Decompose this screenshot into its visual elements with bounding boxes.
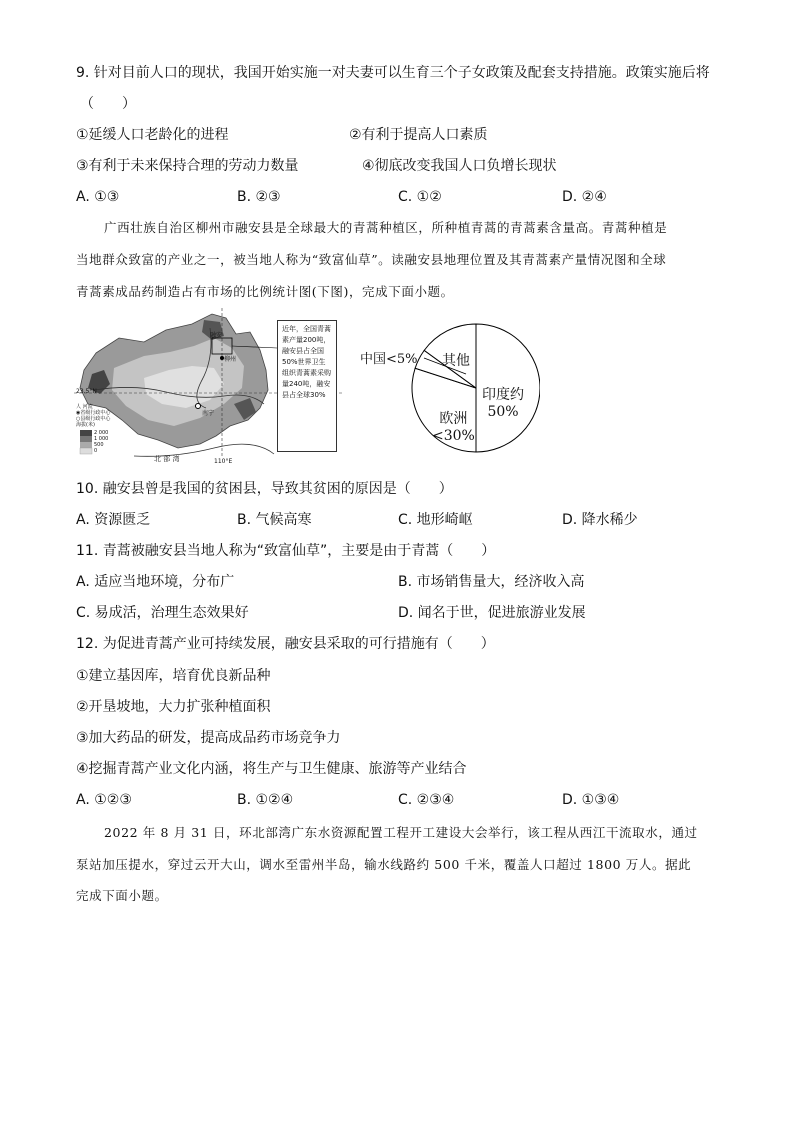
q9-option-d[interactable]: D. ②④ [562,189,607,205]
elev-1000: 1 000 [94,436,109,442]
q9-statement-4: ④彻底改变我国人口负增长现状 [362,158,557,174]
lat-label: 23.5°N [76,388,97,395]
q10-option-d[interactable]: D. 降水稀少 [562,512,638,528]
elevation-scale [94,430,108,454]
q11-option-d[interactable]: D. 闻名于世，促进旅游业发展 [398,605,586,621]
q9-stem-line1: 9. 针对目前人口的现状，我国开始实施一对夫妻可以生育三个子女政策及配套支持措施。政策实施后将 [76,65,710,81]
pie-label-china: 中国<5% [360,352,418,367]
passage2-line3: 完成下面小题。 [76,888,168,903]
q10-option-c[interactable]: C. 地形崎岖 [398,512,473,528]
pie-label-europe [432,408,475,444]
q10-option-a[interactable]: A. 资源匮乏 [76,512,151,528]
q11-option-c[interactable]: C. 易成活，治理生态效果好 [76,605,249,621]
passage1-line2: 当地群众致富的产业之一，被当地人称为“致富仙草”。读融安县地理位置及其青蒿素产量情况图和全球 [76,252,667,267]
gulf-label: 北 部 湾 [154,455,180,463]
city-liuzhou: 柳州 [224,356,237,363]
pie-label-other: 其他 [442,353,470,369]
q12-statement-2: ②开垦坡地，大力扩张种植面积 [76,699,271,715]
pie-label-india-name: 印度约 [482,387,524,403]
elev-500: 500 [94,442,104,448]
q9-option-a[interactable]: A. ①③ [76,189,120,205]
location-map [74,308,344,470]
q12-option-c[interactable]: C. ②③④ [398,792,455,808]
q12-option-b[interactable]: B. ①②④ [237,792,294,808]
q12-stem: 12. 为促进青蒿产业可持续发展，融安县采取的可行措施有（ ） [76,636,495,652]
q9-statement-1: ①延缓人口老龄化的进程 [76,127,229,143]
passage2-line2: 泵站加压提水，穿过云开大山，调水至雷州半岛，输水线路约 500 千米，覆盖人口超过 1800 万人。据此 [76,857,692,872]
pie-label-europe-name: 欧洲 [439,411,468,427]
city-rongan: 融安 [210,332,223,339]
q12-statement-1: ①建立基因库，培育优良新品种 [76,668,271,684]
q10-stem: 10. 融安县曾是我国的贫困县，导致其贫困的原因是（ ） [76,481,453,497]
pie-label-india-pct: 50% [487,404,519,420]
map-note: 近年，全国青蒿素产量200吨，融安县占全国50%世界卫生组织青蒿素采购量240吨，融安县占全球30% [277,320,337,452]
q12-statement-4: ④挖掘青蒿产业文化内涵，将生产与卫生健康、旅游等产业结合 [76,761,467,777]
legend-elevation: 海拔(米) [76,422,95,428]
q10-option-b[interactable]: B. 气候高寒 [237,512,312,528]
q11-option-b[interactable]: B. 市场销售量大，经济收入高 [398,574,585,590]
elev-0: 0 [94,448,98,454]
q9-stem-line2: （ ） [80,96,136,112]
q12-statement-3: ③加大药品的研发，提高成品药市场竞争力 [76,730,341,746]
elev-2000: 2 000 [94,430,109,436]
map-legend [76,404,110,428]
legend-river: 人 河流 [76,404,93,410]
city-nanning: 南宁 [202,410,215,417]
legend-city: ○县级行政中心 [76,416,111,422]
q12-option-d[interactable]: D. ①③④ [562,792,620,808]
q11-stem: 11. 青蒿被融安县当地人称为“致富仙草”，主要是由于青蒿（ ） [76,543,496,559]
q9-option-c[interactable]: C. ①② [398,189,442,205]
lon-label: 110°E [214,458,233,465]
pie-chart [344,308,540,470]
legend-capital: ◉省级行政中心 [76,410,111,416]
q11-option-a[interactable]: A. 适应当地环境，分布广 [76,574,235,590]
pie-label-india [482,384,524,420]
passage1-line1: 广西壮族自治区柳州市融安县是全球最大的青蒿种植区，所种植青蒿的青蒿素含量高。青蒿种植是 [104,220,668,235]
passage1-line3: 青蒿素成品药制造占有市场的比例统计图(下图)，完成下面小题。 [76,284,454,299]
q12-option-a[interactable]: A. ①②③ [76,792,132,808]
figure [74,308,540,470]
pie-label-europe-pct: <30% [432,428,475,444]
q9-option-b[interactable]: B. ②③ [237,189,281,205]
q9-statement-2: ②有利于提高人口素质 [349,127,488,143]
passage2-line1: 2022 年 8 月 31 日，环北部湾广东水资源配置工程开工建设大会举行，该工程从西江干流取水，通过 [104,825,698,840]
q9-statement-3: ③有利于未来保持合理的劳动力数量 [76,158,299,174]
